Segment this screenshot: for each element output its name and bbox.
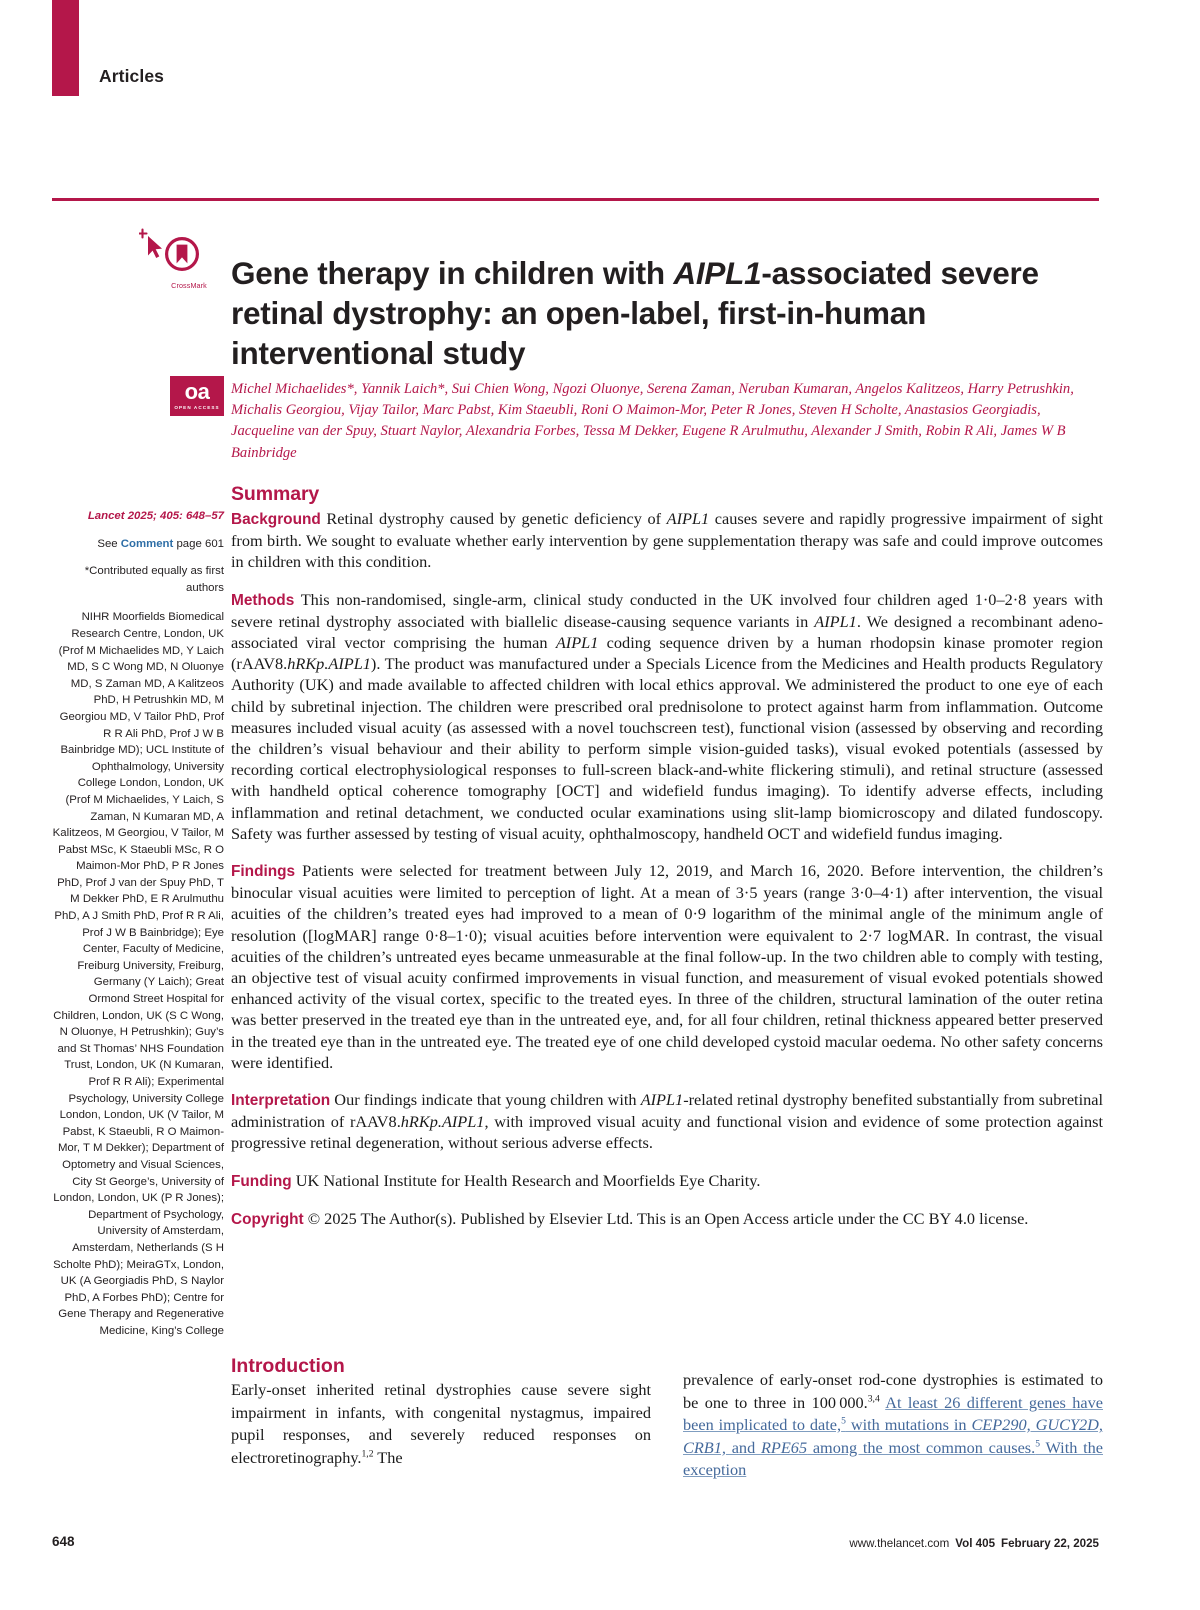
intro-gene-last: RPE65 bbox=[760, 1437, 808, 1457]
intro-link-tail: With the exception bbox=[683, 1437, 1103, 1480]
introduction-left-paragraph bbox=[231, 1379, 651, 1469]
intro-left-reference[interactable]: 1,2 bbox=[361, 1448, 374, 1460]
title-part-2: -associated severe retinal dystrophy: an open-label, first-in-human interventional study bbox=[231, 255, 1039, 372]
interpretation-text-3: , with improved visual acuity and functional vision and evidence of some protection against progressive retinal degeneration, without serious adverse effects. bbox=[231, 1112, 1103, 1153]
summary-heading: Summary bbox=[231, 483, 320, 505]
introduction-right-paragraph bbox=[683, 1355, 1103, 1482]
comment-link[interactable]: Comment bbox=[120, 537, 174, 550]
header-accent-bar bbox=[52, 0, 79, 96]
methods-gene-2: AIPL1 bbox=[555, 633, 599, 653]
introduction-heading: Introduction bbox=[231, 1355, 345, 1377]
introduction-left-column bbox=[231, 1355, 651, 1469]
intro-right-body-1: prevalence of early-onset rod-cone dystrophies is estimated to be one to three in 100 000. bbox=[683, 1370, 1103, 1412]
interpretation-gene-1: AIPL1 bbox=[640, 1090, 684, 1110]
see-prefix: See bbox=[97, 537, 121, 550]
page-title bbox=[231, 253, 1103, 373]
footer-date: February 22, 2025 bbox=[1001, 1537, 1099, 1550]
open-access-badge[interactable] bbox=[170, 376, 224, 416]
equal-contribution-note: *Contributed equally as first authors bbox=[84, 565, 224, 594]
methods-gene-3: hRKp.AIPL1 bbox=[287, 654, 371, 674]
crossmark-label: CrossMark bbox=[171, 281, 207, 290]
intro-gene-list: CEP290, GUCY2D, CRB1, bbox=[683, 1415, 1104, 1457]
introduction-section bbox=[231, 1355, 1103, 1495]
affiliations-text: NIHR Moorfields Biomedical Research Centre, London, UK (Prof M Michaelides MD, Y Laich MD, S C Wong MD, N Oluonye MD, S Zaman MD, A Kalitzeos PhD, H Petrushkin MD, M Georgiou MD, V Tailor PhD, Prof R R Ali PhD, Prof J W B Bainbridge MD); UCL Institute of Ophthalmology, University College London, London, UK (Prof M Michaelides, Y Laich, S Zaman, N Kumaran MD, A Kalitzeos, M Georgiou, V Tailor, M Pabst MSc, K Staeubli MSc, R O Maimon-Mor PhD, P R Jones PhD, Prof J van der Spuy PhD, T M Dekker PhD, E R Arulmuthu PhD, A J Smith PhD, Prof R R Ali, Prof J W B Bainbridge); Eye Center, Faculty of Medicine, Freiburg University, Freiburg, Germany (Y Laich); Great Ormond Street Hospital for Children, London, UK (S C Wong, N Oluonye, H Petrushkin); Guy’s and St Thomas’ NHS Foundation Trust, London, UK (N Kumaran, Prof R R Ali); Experimental Psychology, University College London, London, UK (V Tailor, M Pabst, K Staeubli, R O Maimon-Mor, T M Dekker); Department of Optometry and Visual Sciences, City St George’s, University of London, London, UK (P R Jones); Department of Psychology, University of Amsterdam, Amsterdam, Netherlands (S H Scholte PhD); MeiraGTx, London, UK (A Georgiadis PhD, S Naylor PhD, A Forbes PhD); Centre for Gene Therapy and Regenerative Medicine, King’s College bbox=[52, 611, 224, 1337]
intro-right-reference-1[interactable]: 3,4 bbox=[867, 1393, 880, 1405]
intro-link-and: and bbox=[725, 1437, 761, 1457]
intro-link-text-2: among the most common causes. bbox=[807, 1437, 1036, 1457]
interpretation-text-2: -related retinal dystrophy benefited substantially from subretinal administration of rAAV8. bbox=[231, 1090, 1103, 1132]
crossmark-cursor-icon bbox=[139, 228, 167, 262]
summary-findings-paragraph bbox=[231, 860, 1103, 1073]
see-comment-line bbox=[52, 536, 224, 553]
summary-copyright-paragraph bbox=[231, 1208, 1103, 1230]
footer-website[interactable]: www.thelancet.com bbox=[849, 1537, 950, 1550]
crossmark-ring-icon bbox=[165, 237, 199, 271]
background-gene: AIPL1 bbox=[666, 509, 710, 528]
copyright-text: © 2025 The Author(s). Published by Elsevier Ltd. This is an Open Access article under the CC BY 4.0 license. bbox=[303, 1208, 1029, 1228]
open-access-letters: oa bbox=[184, 379, 210, 404]
footer-volume: Vol 405 bbox=[955, 1537, 996, 1550]
summary-funding-paragraph bbox=[231, 1170, 1103, 1192]
findings-text: Patients were selected for treatment between July 12, 2019, and March 16, 2020. Before intervention, the children’s binocular visual acuities were limited to perception of light. At a mean of 3·5 years (range 3·0–4·1) after intervention, the visual acuities of the children’s treated eyes had improved to a mean of 0·9 logarithm of the minimal angle of the minimum angle of resolution ([logMAR] range 0·8–1·0); visual acuities before intervention were equivalent to 2·7 logMAR. In contrast, the visual acuities of the children’s untreated eyes became unmeasurable at the final follow-up. In the two children able to comply with testing, an objective test of visual acuity confirmed improvements in visual function, and measurement of visual evoked potentials showed enhanced activity of the visual cortex, specific to the treated eyes. In three of the children, structural lamination of the outer retina was better preserved in the treated eye than in the untreated eye, and, for all four children, retinal thickness appeared better preserved in the treated eye than in the untreated eye. The treated eye of one child developed cystoid macular oedema. No other safety concerns were identified. bbox=[231, 861, 1103, 1072]
background-text-1: Retinal dystrophy caused by genetic deficiency of bbox=[320, 509, 667, 528]
summary-interpretation-paragraph bbox=[231, 1089, 1103, 1154]
summary-background-paragraph bbox=[231, 508, 1103, 573]
journal-citation: Lancet 2025; 405: 648–57 bbox=[87, 510, 224, 522]
methods-text-2: . We designed a recombinant adeno-associated viral vector comprising the human bbox=[231, 611, 1103, 653]
funding-label: Funding bbox=[231, 1172, 292, 1190]
intro-link-text-1: At least 26 different genes have been implicated to date, bbox=[683, 1392, 1103, 1435]
intro-link-mid: with mutations in bbox=[845, 1415, 972, 1435]
summary-section bbox=[231, 483, 1103, 1245]
background-label: Background bbox=[231, 511, 321, 528]
intro-left-body: Early-onset inherited retinal dystrophies cause severe sight impairment in infants, with congenital nystagmus, impaired pupil responses, and severely reduced responses on electroretinography. bbox=[231, 1380, 651, 1467]
crossmark-badge[interactable] bbox=[135, 228, 215, 300]
footer-journal-info bbox=[849, 1537, 1099, 1550]
author-list: Michel Michaelides*, Yannik Laich*, Sui Chien Wong, Ngozi Oluonye, Serena Zaman, Neruban Kumaran, Angelos Kalitzeos, Harry Petrushkin, Michalis Georgiou, Vijay Tailor, Marc Pabst, Kim Staeubli, Roni O Maimon-Mor, Peter R Jones, Steven H Scholte, Anastasios Georgiadis, Jacqueline van der Spuy, Stuart Naylor, Alexandria Forbes, Tessa M Dekker, Eugene R Arulmuthu, Alexander J Smith, Robin R Ali, James W B Bainbridge bbox=[231, 381, 1074, 461]
intro-right-reference-2[interactable]: 5 bbox=[841, 1415, 846, 1427]
copyright-label: Copyright bbox=[231, 1210, 304, 1228]
funding-text: UK National Institute for Health Research and Moorfields Eye Charity. bbox=[291, 1170, 761, 1190]
title-part-1: Gene therapy in children with bbox=[231, 255, 674, 292]
methods-label: Methods bbox=[231, 591, 295, 609]
methods-text-1: This non-randomised, single-arm, clinical study conducted in the UK involved four children aged 1·0–2·8 years with severe retinal dystrophy associated with biallelic disease-causing sequence variants in bbox=[231, 589, 1103, 631]
interpretation-gene-2: hRKp.AIPL1 bbox=[400, 1112, 485, 1132]
open-access-sublabel: OPEN ACCESS bbox=[174, 405, 220, 410]
introduction-right-column bbox=[683, 1355, 1103, 1482]
findings-label: Findings bbox=[231, 863, 296, 881]
title-divider-rule bbox=[52, 198, 1099, 201]
see-suffix: page 601 bbox=[173, 537, 224, 550]
interpretation-text-1: Our findings indicate that young children with bbox=[330, 1090, 641, 1110]
interpretation-label: Interpretation bbox=[231, 1092, 331, 1110]
summary-methods-paragraph bbox=[231, 589, 1103, 844]
title-gene-name: AIPL1 bbox=[673, 255, 762, 292]
methods-text-4: ). The product was manufactured under a Specials Licence from the Medicines and Health products Regulatory Authority (UK) and made available to affected children with local ethics approval. We administered the product to one eye of each child by subretinal injection. The children were prescribed oral prednisolone to protect against harm from inflammation. Outcome measures included visual acuity (as assessed with a novel touchscreen test), functional vision (assessed by observing and recording the children’s visual behaviour and their ability to perform simple vision-guided tasks), visual evoked potentials (assessed by recording cortical electrophysiological responses to full-screen black-and-white flickering stimuli), and retinal structure (assessed with handheld optical coherence tomography [OCT] and widefield fundus imaging). To identify adverse effects, including inflammation and retinal detachment, we conducted ocular examinations using slit-lamp biomicroscopy and dilated fundoscopy. Safety was further assessed by testing of visual acuity, ophthalmoscopy, handheld OCT and widefield fundus imaging. bbox=[231, 654, 1103, 843]
background-text-2: causes severe and rapidly progressive impairment of sight from birth. We sought to evaluate whether early intervention by gene supplementation therapy was safe and could improve outcomes in children with this condition. bbox=[231, 509, 1103, 572]
methods-gene-1: AIPL1 bbox=[814, 611, 857, 631]
intro-right-reference-3[interactable]: 5 bbox=[1035, 1438, 1041, 1450]
footer-page-number: 648 bbox=[52, 1534, 75, 1549]
methods-text-3: coding sequence driven by a human rhodopsin kinase promoter region (rAAV8. bbox=[231, 633, 1103, 674]
margin-notes-column bbox=[52, 508, 224, 1340]
intro-left-tail: The bbox=[373, 1447, 403, 1467]
running-head: Articles bbox=[99, 66, 164, 86]
